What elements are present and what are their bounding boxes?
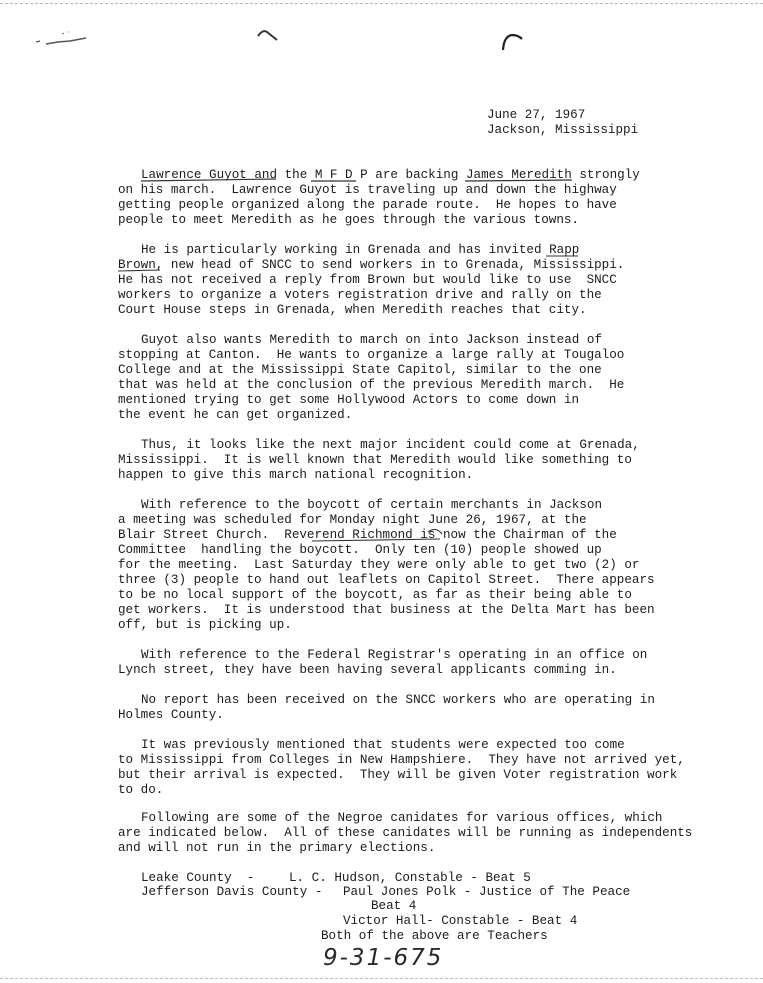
p6-line-1: With reference to the Federal Registrar's operating in an office on [141,648,648,662]
p5-line-5: for the meeting. Last Saturday they were only able to get two (2) or [118,558,640,572]
p1-line-3: getting people organized along the parade route. He hopes to have [118,198,617,212]
jefferson-davis-candidate-1: Paul Jones Polk - Justice of The Peace [343,885,631,899]
p2-line-3: He has not received a reply from Brown but would like to use SNCC [118,273,617,287]
p5-line-1: With reference to the boycott of certain merchants in Jackson [141,498,603,512]
p3-line-3: College and at the Mississippi State Capitol, similar to the one [118,363,602,377]
p8-line-2: to Mississippi from Colleges in New Hampshiere. They have not arrived yet, [118,753,685,767]
p4-line-2: Mississippi. It is well known that Meredith would like something to [118,453,632,467]
p3-line-6: the event he can get organized. [118,408,353,422]
p5-line-3: Blair Street Church. Reverend Richmond is now the Chairman of the [118,528,617,542]
memo-date: June 27, 1967 [487,108,586,122]
p9-line-3: and will not run in the primary elections. [118,841,436,855]
p3-line-1: Guyot also wants Meredith to march on into Jackson instead of [141,333,603,347]
leake-county-label: Leake County - [141,871,255,885]
p1-line-4: people to meet Meredith as he goes through the various towns. [118,213,580,227]
p5-line-4: Committee handling the boycott. Only ten (10) people showed up [118,543,602,557]
page-bottom-border [0,978,763,979]
jefferson-davis-candidate-1-beat: Beat 4 [371,899,417,913]
p5-line-6: three (3) people to hand out leaflets on Capitol Street. There appears [118,573,655,587]
jefferson-davis-label: Jefferson Davis County - [141,885,323,899]
jefferson-davis-candidate-2: Victor Hall- Constable - Beat 4 [343,914,578,928]
p1-line-2: on his march. Lawrence Guyot is traveling up and down the highway [118,183,617,197]
p2-line-1: He is particularly working in Grenada and has invited Rapp [141,243,580,257]
p5-line-8: get workers. It is understood that business at the Delta Mart has been [118,603,655,617]
p2-line-2: Brown, new head of SNCC to send workers in to Grenada, Mississippi. [118,258,625,272]
p4-line-3: happen to give this march national recognition. [118,468,474,482]
p5-line-2: a meeting was scheduled for Monday night June 26, 1967, at the [118,513,587,527]
p8-line-4: to do. [118,783,164,797]
p5-line-9: off, but is picking up. [118,618,292,632]
p1-line-1: Lawrence Guyot and the M F D P are backing James Meredith strongly [141,168,640,182]
teachers-note: Both of the above are Teachers [321,929,548,943]
handwritten-file-number: 9-31-675 [323,945,444,971]
p9-line-1: Following are some of the Negroe canidates for various offices, which [141,811,663,825]
leake-county-candidate: L. C. Hudson, Constable - Beat 5 [289,871,531,885]
p3-line-2: stopping at Canton. He wants to organize a large rally at Tougaloo [118,348,625,362]
p8-line-3: but their arrival is expected. They will be given Voter registration work [118,768,678,782]
p2-line-5: Court House steps in Grenada, when Meredith reaches that city. [118,303,587,317]
p7-line-2: Holmes County. [118,708,224,722]
memo-place: Jackson, Mississippi [487,123,639,137]
p3-line-4: that was held at the conclusion of the previous Meredith march. He [118,378,625,392]
p8-line-1: It was previously mentioned that students were expected too come [141,738,625,752]
p3-line-5: mentioned trying to get some Hollywood Actors to come down in [118,393,580,407]
p7-line-1: No report has been received on the SNCC workers who are operating in [141,693,655,707]
p5-line-7: to be no local support of the boycott, as far as their being able to [118,588,632,602]
p6-line-2: Lynch street, they have been having several applicants comming in. [118,663,617,677]
p4-line-1: Thus, it looks like the next major incident could come at Grenada, [141,438,640,452]
p9-line-2: are indicated below. All of these canidates will be running as independents [118,826,693,840]
p2-line-4: workers to organize a voters registration drive and rally on the [118,288,602,302]
